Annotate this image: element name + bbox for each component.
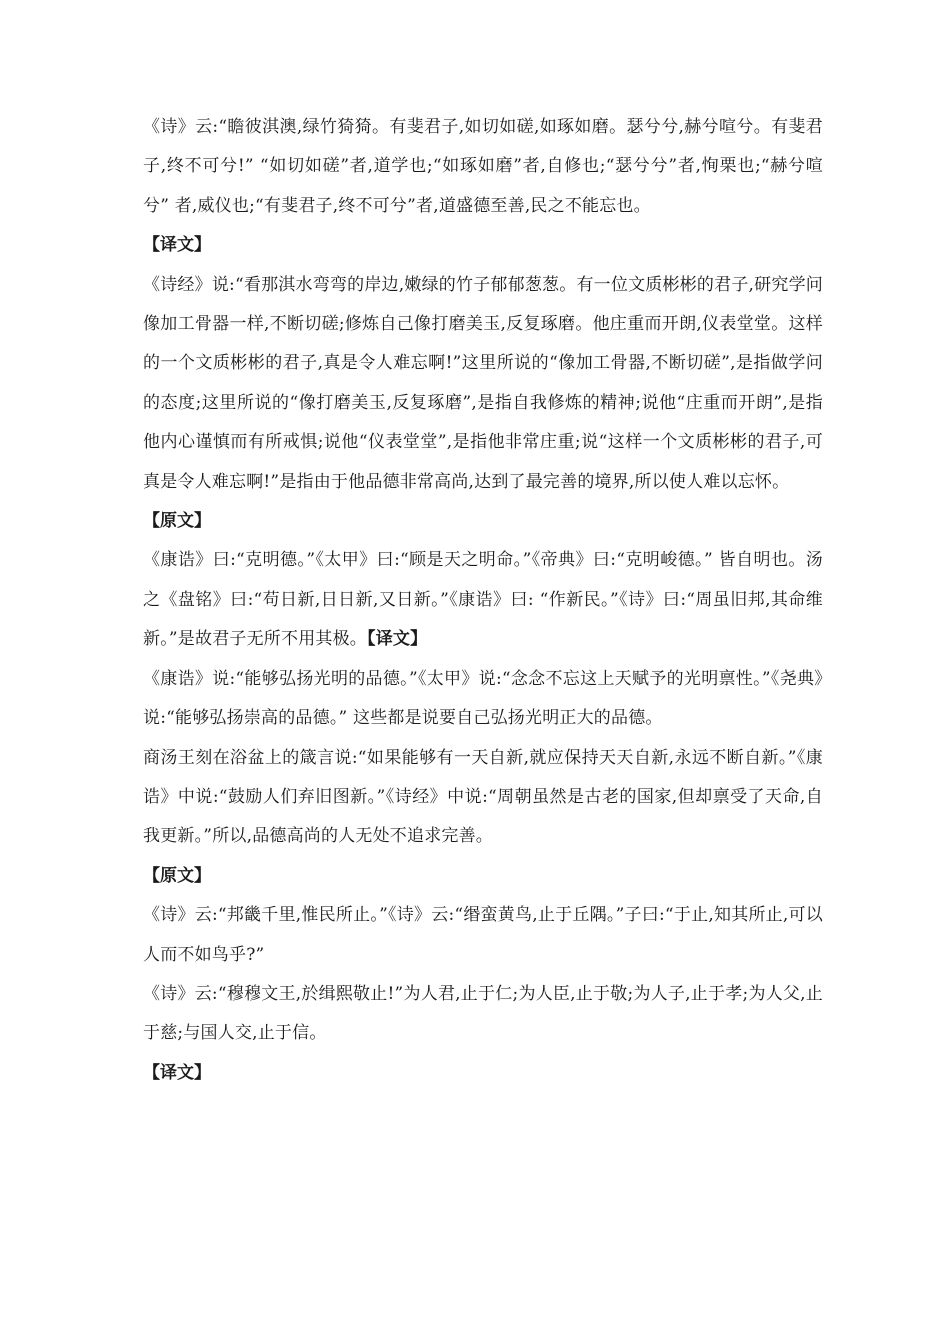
inline-heading-yiwen: 【译文】 [367, 629, 428, 650]
paragraph-translation-qi-ao: 《诗经》说:“看那淇水弯弯的岸边,嫩绿的竹子郁郁葱葱。有一位文质彬彬的君子,研究学问像加工骨器一样,不断切磋;修炼自己像打磨美玉,反复琢磨。他庄重而开朗,仪表堂堂。这样的一个文质彬彬的君子,真是令人难忘啊!”这里所说的“像加工骨器,不断切磋”,是指做学问的态度;这里所说的“像打磨美玉,反复琢磨”,是指自我修炼的精神;说他“庄重而开朗”,是指他内心谨慎而有所戒惧;说他“仪表堂堂”,是指他非常庄重;说“这样一个文质彬彬的君子,可真是令人难忘啊!”是指由于他品德非常高尚,达到了最完善的境界,所以使人难以忘怀。 [143, 274, 823, 492]
paragraph-kang-gao [143, 541, 823, 659]
section-heading-yuanwen: 【原文】 [143, 511, 211, 532]
paragraph-shi-yun-qi-ao: 《诗》云:“瞻彼淇澳,绿竹猗猗。有斐君子,如切如磋,如琢如磨。瑟兮兮,赫兮喧兮。有斐君子,终不可兮!” “如切如磋”者,道学也;“如琢如磨”者,自修也;“瑟兮兮”者,恂栗也;“赫兮喧兮” 者,威仪也;“有斐君子,终不可兮”者,道盛德至善,民之不能忘也。 [143, 117, 823, 216]
paragraph-translation-pan-ming: 商汤王刻在浴盆上的箴言说:“如果能够有一天自新,就应保持天天自新,永远不断自新。”《康诰》中说:“鼓励人们弃旧图新。”《诗经》中说:“周朝虽然是古老的国家,但却禀受了天命,自我更新。”所以,品德高尚的人无处不追求完善。 [143, 747, 823, 847]
section-heading-yiwen: 【译文】 [143, 235, 211, 256]
paragraph-kang-gao-text: 《康诰》曰:“克明德。”《太甲》曰:“顾是天之明命。”《帝典》曰:“克明峻德。” 皆自明也。汤之《盘铭》曰:“苟日新,日日新,又日新。”《康诰》曰: “作新民。”《诗》曰:“周虽旧邦,其命维新。”是故君子无所不用其极。 [143, 550, 823, 650]
document-page [143, 108, 823, 1093]
section-heading-yuanwen-2: 【原文】 [143, 865, 211, 886]
paragraph-bang-ji: 《诗》云:“邦畿千里,惟民所止。”《诗》云:“缗蛮黄鸟,止于丘隅。”子曰:“于止,知其所止,可以人而不如鸟乎?” [143, 905, 823, 965]
paragraph-mu-mu-wen-wang: 《诗》云:“穆穆文王,於缉熙敬止!”为人君,止于仁;为人臣,止于敬;为人子,止于孝;为人父,止于慈;与国人交,止于信。 [143, 983, 823, 1044]
section-heading-yiwen-2: 【译文】 [143, 1062, 211, 1083]
paragraph-translation-kang-gao: 《康诰》说:“能够弘扬光明的品德。”《太甲》说:“念念不忘这上天赋予的光明禀性。”《尧典》说:“能够弘扬崇高的品德。” 这些都是说要自己弘扬光明正大的品德。 [143, 668, 823, 729]
